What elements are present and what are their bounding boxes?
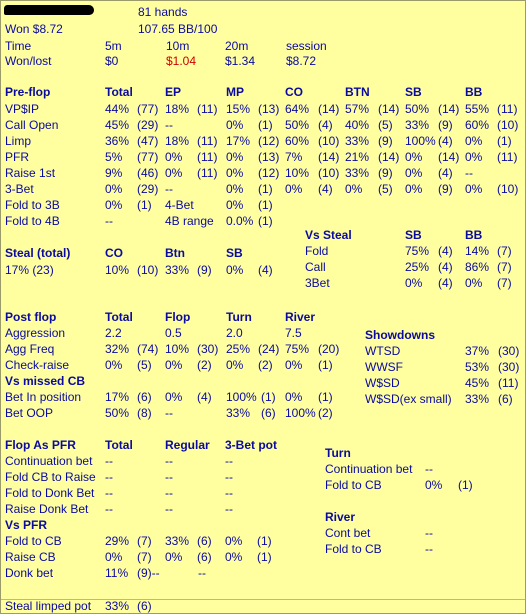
- time-label: Time: [5, 39, 32, 53]
- steal-title: Steal (total): [5, 246, 71, 260]
- showdown-row-cell: (30): [498, 360, 520, 374]
- postflop-row-cell: 0%: [285, 358, 303, 372]
- showdowns-title: Showdowns: [365, 328, 435, 342]
- preflop-row-cell: (14): [378, 102, 400, 116]
- flop-pfr-row-cell: --: [105, 502, 113, 516]
- vs-steal-row-cell: (4): [438, 276, 453, 290]
- missed-cb-row-cell: (1): [318, 390, 333, 404]
- vs-pfr-row-cell: 0%: [165, 550, 183, 564]
- preflop-row-label: 3-Bet: [5, 182, 34, 196]
- preflop-row-cell: 4-Bet: [165, 198, 194, 212]
- vs-pfr-row-cell: 0%: [105, 550, 123, 564]
- preflop-row-label: VP$IP: [5, 102, 40, 116]
- preflop-row-cell: 60%: [285, 134, 310, 148]
- steal-cell: (4): [258, 263, 273, 277]
- postflop-row-cell: 2.2: [105, 326, 122, 340]
- vs-steal-row-cell: (4): [438, 244, 453, 258]
- vs-pfr-title: Vs PFR: [5, 518, 48, 532]
- vs-pfr-row-cell: (7): [137, 550, 152, 564]
- showdown-row-label: W$SD: [365, 376, 400, 390]
- flop-pfr-row-label: Fold to Donk Bet: [5, 486, 95, 500]
- preflop-row-cell: (14): [438, 150, 460, 164]
- river-row-label: Fold to CB: [325, 542, 382, 556]
- preflop-row-cell: 9%: [105, 166, 123, 180]
- preflop-row-cell: (10): [497, 182, 519, 196]
- missed-cb-row-cell: (2): [318, 406, 333, 420]
- postflop-row-cell: (5): [137, 358, 152, 372]
- flop-pfr-row-cell: --: [225, 502, 233, 516]
- redacted-player-name: [4, 5, 94, 15]
- preflop-row-cell: 0%: [105, 182, 123, 196]
- turn-row-cell: (1): [458, 478, 473, 492]
- showdown-row-cell: (30): [498, 344, 520, 358]
- missed-cb-row-cell: 17%: [105, 390, 130, 404]
- preflop-row-cell: (13): [258, 150, 280, 164]
- won-lost-value: $0: [105, 54, 119, 68]
- missed-cb-row-cell: (4): [197, 390, 212, 404]
- preflop-row-cell: (10): [497, 118, 519, 132]
- preflop-row-cell: 40%: [345, 118, 370, 132]
- preflop-row-label: PFR: [5, 150, 29, 164]
- preflop-row-cell: 7%: [285, 150, 303, 164]
- steal-col-header: Btn: [165, 246, 185, 260]
- postflop-row-label: Aggression: [5, 326, 66, 340]
- flop-pfr-row-label: Continuation bet: [5, 454, 93, 468]
- preflop-row-cell: 17%: [226, 134, 251, 148]
- flop-pfr-row-cell: --: [165, 486, 173, 500]
- flop-pfr-row-cell: --: [225, 470, 233, 484]
- preflop-row-cell: 0%: [226, 182, 244, 196]
- preflop-row-cell: 0%: [165, 150, 183, 164]
- postflop-title: Post flop: [5, 310, 57, 324]
- preflop-row-cell: (14): [318, 102, 340, 116]
- preflop-row-cell: (1): [137, 198, 152, 212]
- preflop-row-cell: (11): [197, 102, 218, 116]
- preflop-row-cell: 10%: [285, 166, 310, 180]
- vs-pfr-row-cell: 0%: [225, 534, 243, 548]
- postflop-row-cell: 10%: [165, 342, 190, 356]
- postflop-row-cell: 0.5: [165, 326, 182, 340]
- preflop-row-label: Limp: [5, 134, 32, 148]
- preflop-row-cell: (11): [497, 150, 518, 164]
- flop-pfr-row-cell: --: [165, 502, 173, 516]
- preflop-row-label: Call Open: [5, 118, 59, 132]
- missed-cb-row-cell: 100%: [226, 390, 257, 404]
- preflop-row-cell: (29): [137, 118, 159, 132]
- preflop-row-cell: (4): [318, 118, 333, 132]
- showdown-row-label: W$SD(ex small): [365, 392, 452, 406]
- preflop-row-cell: (11): [197, 134, 218, 148]
- flop-pfr-col-header: Regular: [165, 438, 210, 452]
- preflop-col-header: MP: [226, 85, 244, 99]
- preflop-title: Pre-flop: [5, 85, 51, 99]
- steal-cell: 33%: [165, 263, 190, 277]
- flop-as-pfr-title: Flop As PFR: [5, 438, 76, 452]
- preflop-col-header: SB: [405, 85, 422, 99]
- postflop-col-header: Flop: [165, 310, 191, 324]
- preflop-row-cell: (46): [137, 166, 159, 180]
- vs-pfr-row-cell: (6): [197, 534, 212, 548]
- preflop-row-label: Fold to 4B: [5, 214, 60, 228]
- preflop-row-cell: (12): [258, 134, 280, 148]
- won-amount: Won $8.72: [5, 22, 63, 36]
- preflop-row-cell: 21%: [345, 150, 370, 164]
- vs-steal-row-cell: (7): [497, 260, 512, 274]
- showdown-row-cell: 53%: [465, 360, 490, 374]
- showdown-row-cell: (11): [498, 376, 519, 390]
- postflop-row-cell: 7.5: [285, 326, 302, 340]
- vs-steal-row-cell: (4): [438, 260, 453, 274]
- preflop-row-cell: (9): [378, 166, 393, 180]
- preflop-row-cell: 50%: [405, 102, 430, 116]
- preflop-row-cell: (11): [197, 166, 218, 180]
- preflop-row-label: Fold to 3B: [5, 198, 60, 212]
- preflop-row-cell: (1): [258, 214, 273, 228]
- showdown-row-cell: 45%: [465, 376, 490, 390]
- vs-steal-row-cell: 0%: [465, 276, 483, 290]
- postflop-row-label: Agg Freq: [5, 342, 55, 356]
- hands-count: 81 hands: [138, 5, 188, 19]
- postflop-row-cell: 75%: [285, 342, 310, 356]
- vs-steal-row-cell: (7): [497, 244, 512, 258]
- preflop-row-cell: 18%: [165, 134, 190, 148]
- preflop-row-cell: (11): [197, 150, 218, 164]
- steal-cell: 0%: [226, 263, 244, 277]
- preflop-row-cell: (9): [378, 134, 393, 148]
- missed-cb-row-cell: 50%: [105, 406, 130, 420]
- preflop-row-cell: 0%: [465, 150, 483, 164]
- vs-steal-row-cell: 0%: [405, 276, 423, 290]
- preflop-row-cell: (11): [497, 102, 518, 116]
- steal-total: 17% (23): [5, 263, 54, 277]
- vs-pfr-row-label: Donk bet: [5, 566, 54, 580]
- preflop-row-cell: (47): [137, 134, 159, 148]
- postflop-row-cell: 0%: [226, 358, 244, 372]
- won-lost-value: $1.04: [166, 54, 197, 68]
- postflop-col-header: River: [285, 310, 316, 324]
- period-header: 10m: [166, 39, 190, 53]
- vs-pfr-row-cell: 0%: [225, 550, 243, 564]
- vs-pfr-row-cell: (6): [197, 550, 212, 564]
- postflop-row-cell: (24): [258, 342, 280, 356]
- preflop-row-cell: (1): [258, 118, 273, 132]
- preflop-row-cell: (14): [378, 150, 400, 164]
- flop-pfr-row-cell: --: [105, 454, 113, 468]
- preflop-row-cell: 18%: [165, 102, 190, 116]
- preflop-row-cell: (1): [258, 198, 273, 212]
- missed-cb-row-cell: --: [165, 406, 173, 420]
- vs-steal-title: Vs Steal: [305, 228, 352, 242]
- preflop-row-cell: 45%: [105, 118, 130, 132]
- preflop-row-cell: --: [465, 166, 473, 180]
- preflop-row-cell: 0%: [405, 182, 423, 196]
- flop-pfr-row-cell: --: [165, 470, 173, 484]
- flop-pfr-row-cell: --: [105, 486, 113, 500]
- preflop-row-cell: 4B range: [165, 214, 214, 228]
- vs-pfr-row-cell: (1): [257, 534, 272, 548]
- turn-row-cell: 0%: [425, 478, 443, 492]
- preflop-row-cell: 15%: [226, 102, 251, 116]
- preflop-row-cell: 0%: [226, 150, 244, 164]
- preflop-row-cell: (29): [137, 182, 159, 196]
- preflop-row-cell: 33%: [345, 166, 370, 180]
- steal-col-header: CO: [105, 246, 123, 260]
- postflop-row-cell: 32%: [105, 342, 130, 356]
- missed-cb-row-label: Bet OOP: [5, 406, 54, 420]
- won-lost-value: $8.72: [286, 54, 317, 68]
- preflop-col-header: CO: [285, 85, 303, 99]
- preflop-row-cell: (9): [438, 182, 453, 196]
- preflop-row-cell: 0%: [226, 166, 244, 180]
- preflop-row-cell: (4): [438, 166, 453, 180]
- preflop-row-cell: 33%: [345, 134, 370, 148]
- postflop-row-label: Check-raise: [5, 358, 70, 372]
- preflop-row-cell: 0%: [226, 198, 244, 212]
- steal-limped-pot-value: 33%: [105, 599, 130, 613]
- postflop-row-cell: 0%: [165, 358, 183, 372]
- showdown-row-label: WTSD: [365, 344, 401, 358]
- preflop-row-cell: 64%: [285, 102, 310, 116]
- postflop-row-cell: (2): [197, 358, 212, 372]
- missed-cb-row-cell: 100%: [285, 406, 316, 420]
- preflop-row-cell: --: [165, 182, 173, 196]
- postflop-row-cell: (2): [258, 358, 273, 372]
- preflop-row-cell: 57%: [345, 102, 370, 116]
- won-lost-label: Won/lost: [5, 54, 52, 68]
- vs-steal-row-cell: 14%: [465, 244, 490, 258]
- vs-steal-row-cell: 75%: [405, 244, 430, 258]
- turn-row-cell: --: [425, 462, 433, 476]
- postflop-row-cell: 0%: [105, 358, 123, 372]
- preflop-row-cell: (5): [378, 182, 393, 196]
- postflop-row-cell: (1): [318, 358, 333, 372]
- vs-steal-row-cell: 86%: [465, 260, 490, 274]
- postflop-row-cell: 25%: [226, 342, 251, 356]
- showdown-row-label: WWSF: [365, 360, 403, 374]
- preflop-row-cell: (14): [438, 102, 460, 116]
- preflop-row-cell: 100%: [405, 134, 436, 148]
- preflop-row-cell: (1): [258, 182, 273, 196]
- missed-cb-row-cell: (6): [261, 406, 276, 420]
- preflop-row-cell: (4): [318, 182, 333, 196]
- flop-pfr-col-header: 3-Bet pot: [225, 438, 277, 452]
- preflop-row-cell: 60%: [465, 118, 490, 132]
- preflop-row-cell: (14): [318, 150, 340, 164]
- river-row-cell: --: [425, 526, 433, 540]
- vs-pfr-row-label: Raise CB: [5, 550, 56, 564]
- turn-row-label: Continuation bet: [325, 462, 413, 476]
- turn-row-label: Fold to CB: [325, 478, 382, 492]
- vs-pfr-row-cell: --: [198, 566, 206, 580]
- steal-cell: (10): [137, 263, 159, 277]
- vs-pfr-row-cell: 29%: [105, 534, 130, 548]
- preflop-row-cell: --: [165, 118, 173, 132]
- turn-title: Turn: [325, 446, 351, 460]
- preflop-row-cell: (13): [258, 102, 280, 116]
- vs-pfr-row-cell: (7): [137, 534, 152, 548]
- flop-pfr-row-cell: --: [225, 454, 233, 468]
- preflop-row-cell: 33%: [405, 118, 430, 132]
- missed-cb-row-cell: 0%: [165, 390, 183, 404]
- postflop-col-header: Turn: [226, 310, 252, 324]
- preflop-col-header: Total: [105, 85, 133, 99]
- vs-steal-row-cell: 25%: [405, 260, 430, 274]
- preflop-row-label: Raise 1st: [5, 166, 56, 180]
- postflop-row-cell: (74): [137, 342, 159, 356]
- steal-col-header: SB: [226, 246, 243, 260]
- vs-steal-row-label: Fold: [305, 244, 329, 258]
- steal-cell: (9): [197, 263, 212, 277]
- period-header: 20m: [225, 39, 249, 53]
- vs-steal-row-label: 3Bet: [305, 276, 330, 290]
- flop-pfr-col-header: Total: [105, 438, 133, 452]
- preflop-row-cell: (77): [137, 150, 159, 164]
- preflop-row-cell: (77): [137, 102, 159, 116]
- preflop-row-cell: 0%: [405, 150, 423, 164]
- steal-limped-pot-count: (6): [137, 599, 152, 613]
- preflop-row-cell: (9): [438, 118, 453, 132]
- vs-missed-cb-title: Vs missed CB: [5, 374, 86, 388]
- vs-steal-col-header: SB: [405, 228, 422, 242]
- preflop-row-cell: 55%: [465, 102, 490, 116]
- period-header: 5m: [105, 39, 122, 53]
- steal-limped-pot-label: Steal limped pot: [5, 599, 92, 613]
- preflop-row-cell: --: [105, 214, 113, 228]
- preflop-row-cell: 0%: [226, 118, 244, 132]
- missed-cb-row-cell: (1): [261, 390, 276, 404]
- flop-pfr-row-label: Raise Donk Bet: [5, 502, 89, 516]
- missed-cb-row-cell: (6): [137, 390, 152, 404]
- preflop-row-cell: 0%: [465, 182, 483, 196]
- missed-cb-row-cell: (8): [137, 406, 152, 420]
- missed-cb-row-label: Bet In position: [5, 390, 82, 404]
- preflop-row-cell: (1): [497, 134, 512, 148]
- vs-pfr-row-label: Fold to CB: [5, 534, 62, 548]
- preflop-row-cell: 0%: [285, 182, 303, 196]
- river-row-label: Cont bet: [325, 526, 371, 540]
- flop-pfr-row-cell: --: [225, 486, 233, 500]
- preflop-row-cell: 0.0%: [226, 214, 254, 228]
- postflop-row-cell: 2.0: [226, 326, 243, 340]
- preflop-row-cell: (4): [438, 134, 453, 148]
- preflop-row-cell: 36%: [105, 134, 130, 148]
- missed-cb-row-cell: 0%: [285, 390, 303, 404]
- flop-pfr-row-label: Fold CB to Raise: [5, 470, 96, 484]
- postflop-row-cell: (20): [318, 342, 340, 356]
- preflop-col-header: EP: [165, 85, 182, 99]
- showdown-row-cell: 37%: [465, 344, 490, 358]
- preflop-row-cell: (10): [318, 134, 340, 148]
- preflop-row-cell: 0%: [465, 134, 483, 148]
- vs-pfr-row-cell: 11%: [105, 566, 129, 580]
- vs-steal-row-label: Call: [305, 260, 326, 274]
- vs-steal-col-header: BB: [465, 228, 483, 242]
- preflop-row-cell: 44%: [105, 102, 130, 116]
- steal-cell: 10%: [105, 263, 130, 277]
- preflop-row-cell: 50%: [285, 118, 310, 132]
- period-header: session: [286, 39, 327, 53]
- missed-cb-row-cell: 33%: [226, 406, 251, 420]
- won-lost-value: $1.34: [225, 54, 256, 68]
- vs-pfr-row-cell: (1): [257, 550, 272, 564]
- preflop-row-cell: (5): [378, 118, 393, 132]
- vs-pfr-row-cell: (9)--: [137, 566, 160, 580]
- preflop-row-cell: (12): [258, 166, 280, 180]
- flop-pfr-row-cell: --: [105, 470, 113, 484]
- preflop-row-cell: 0%: [165, 166, 183, 180]
- bb-per-100: 107.65 BB/100: [138, 22, 218, 36]
- preflop-row-cell: 0%: [405, 166, 423, 180]
- showdown-row-cell: (6): [498, 392, 513, 406]
- showdown-row-cell: 33%: [465, 392, 490, 406]
- river-row-cell: --: [425, 542, 433, 556]
- preflop-row-cell: 0%: [105, 198, 123, 212]
- vs-pfr-row-cell: 33%: [165, 534, 190, 548]
- river-title: River: [325, 510, 356, 524]
- preflop-col-header: BB: [465, 85, 483, 99]
- flop-pfr-row-cell: --: [165, 454, 173, 468]
- preflop-col-header: BTN: [345, 85, 370, 99]
- vs-steal-row-cell: (7): [497, 276, 512, 290]
- preflop-row-cell: 0%: [345, 182, 363, 196]
- postflop-row-cell: (30): [197, 342, 219, 356]
- preflop-row-cell: (10): [318, 166, 340, 180]
- preflop-row-cell: 5%: [105, 150, 123, 164]
- postflop-col-header: Total: [105, 310, 133, 324]
